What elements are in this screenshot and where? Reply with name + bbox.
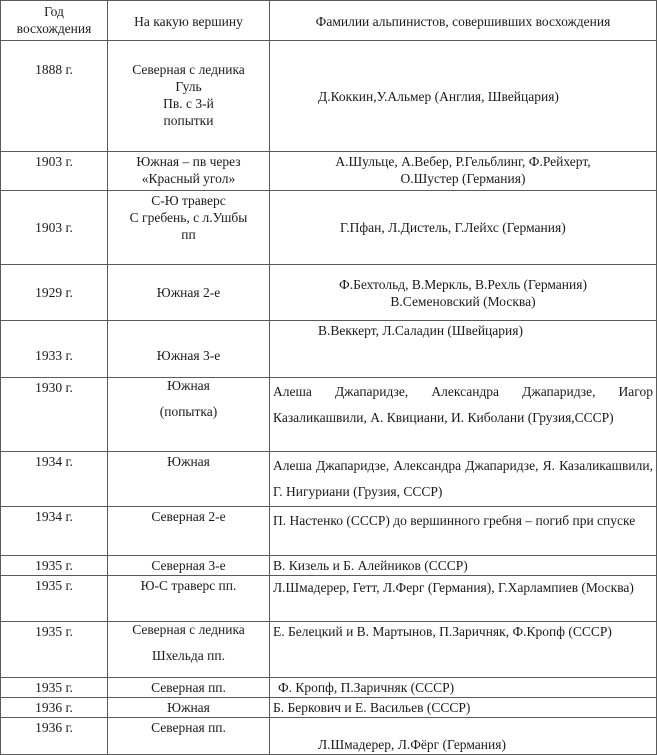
year-cell: 1930 г.	[1, 378, 108, 452]
climbers-cell: В.Веккерт, Л.Саладин (Швейцария)	[270, 321, 657, 378]
climbers-cell: П. Настенко (СССР) до вершинного гребня – погиб при спуске	[270, 507, 657, 556]
table-row	[1, 718, 657, 755]
climbers-cell: Ф. Кропф, П.Заричняк (СССР)	[270, 678, 657, 698]
year-cell: 1903 г.	[1, 191, 108, 265]
table-row	[1, 191, 657, 265]
table-row	[1, 678, 657, 698]
peak-cell: Северная 3-е	[108, 556, 270, 576]
peak-cell: Южная 3-е	[108, 321, 270, 378]
peak-cell: Северная с ледника Шхельда пп.	[108, 622, 270, 678]
climbers-cell: Л.Шмадерер, Л.Фёрг (Германия)	[270, 718, 657, 755]
year-cell: 1935 г.	[1, 678, 108, 698]
table-row	[1, 622, 657, 678]
table-row	[1, 698, 657, 718]
year-cell: 1935 г.	[1, 576, 108, 622]
year-cell: 1888 г.	[1, 41, 108, 152]
header-year: Год восхождения	[1, 1, 108, 41]
climbers-cell: Е. Белецкий и В. Мартынов, П.Заричняк, Ф.Кропф (СССР)	[270, 622, 657, 678]
table-row	[1, 556, 657, 576]
table-row	[1, 452, 657, 507]
year-cell: 1903 г.	[1, 152, 108, 191]
peak-cell: Ю-С траверс пп.	[108, 576, 270, 622]
table-row	[1, 378, 657, 452]
table-header-row	[1, 1, 657, 41]
climbers-cell: В. Кизель и Б. Алейников (СССР)	[270, 556, 657, 576]
year-cell: 1935 г.	[1, 622, 108, 678]
table-row	[1, 507, 657, 556]
table-row	[1, 265, 657, 321]
header-climbers: Фамилии альпинистов, совершивших восхождения	[270, 1, 657, 41]
table-row	[1, 41, 657, 152]
peak-cell: Северная с ледника Гуль Пв. с 3-й попытки	[108, 41, 270, 152]
peak-cell: Северная 2-е	[108, 507, 270, 556]
peak-cell: Южная – пв через «Красный угол»	[108, 152, 270, 191]
year-cell: 1935 г.	[1, 556, 108, 576]
climbers-cell: А.Шульце, А.Вебер, Р.Гельблинг, Ф.Рейхерт, О.Шустер (Германия)	[270, 152, 657, 191]
climbers-cell: Г.Пфан, Л.Дистель, Г.Лейхс (Германия)	[270, 191, 657, 265]
year-cell: 1936 г.	[1, 718, 108, 755]
table-row	[1, 152, 657, 191]
peak-cell: Южная	[108, 698, 270, 718]
climbers-cell: Д.Коккин,У.Альмер (Англия, Швейцария)	[270, 41, 657, 152]
peak-cell: Южная (попытка)	[108, 378, 270, 452]
climbers-cell: Б. Беркович и Е. Васильев (СССР)	[270, 698, 657, 718]
year-cell: 1934 г.	[1, 452, 108, 507]
table-row	[1, 321, 657, 378]
peak-cell: Северная пп.	[108, 718, 270, 755]
year-cell: 1934 г.	[1, 507, 108, 556]
peak-cell: Южная 2-е	[108, 265, 270, 321]
year-cell: 1936 г.	[1, 698, 108, 718]
peak-cell: С-Ю траверс С гребень, с л.Ушбы пп	[108, 191, 270, 265]
climbers-cell: Ф.Бехтольд, В.Меркль, В.Рехль (Германия) В.Семеновский (Москва)	[270, 265, 657, 321]
table-row	[1, 576, 657, 622]
header-peak: На какую вершину	[108, 1, 270, 41]
peak-cell: Южная	[108, 452, 270, 507]
year-cell: 1929 г.	[1, 265, 108, 321]
climbers-cell: Л.Шмадерер, Гетт, Л.Ферг (Германия), Г.Харлампиев (Москва)	[270, 576, 657, 622]
climbers-cell: Алеша Джапаридзе, Александра Джапаридзе, Я. Казаликашвили, Г. Нигуриани (Грузия, СССР)	[270, 452, 657, 507]
year-cell: 1933 г.	[1, 321, 108, 378]
peak-cell: Северная пп.	[108, 678, 270, 698]
climbers-cell: Алеша Джапаридзе, Александра Джапаридзе, Иагор Казаликашвили, А. Квициани, И. Киболани (Грузия,СССР)	[270, 378, 657, 452]
